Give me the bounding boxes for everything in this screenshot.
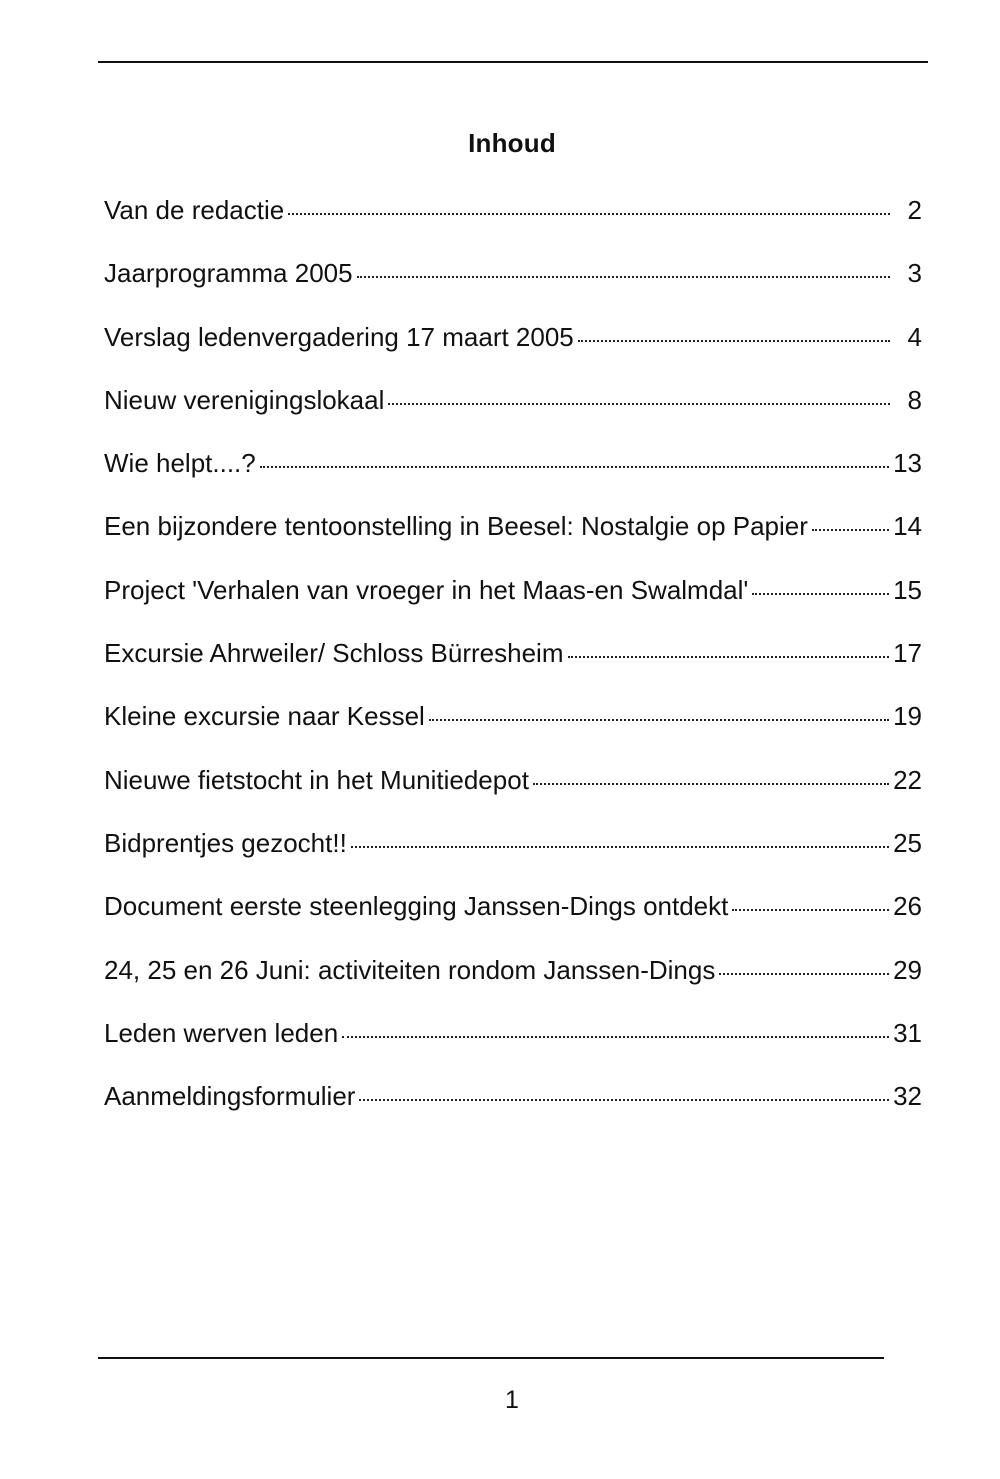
dot-leader [260,440,889,468]
toc-entry-page: 15 [893,574,922,605]
toc-entry[interactable] [104,317,922,380]
toc-entry-title: Van de redactie [104,195,285,225]
toc-entry-page: 19 [893,701,922,732]
toc-entry-page: 3 [907,258,922,289]
toc-entry-title: Aanmeldingsformulier [104,1081,356,1112]
dot-leader [533,757,889,785]
toc-entry-title: Verslag ledenvergadering 17 maart 2005 [104,321,574,352]
toc-entry-page: 8 [907,384,922,415]
dot-leader [578,314,890,342]
dot-leader [812,503,889,531]
toc-entry-page: 25 [893,827,922,858]
toc-entry[interactable] [104,696,922,759]
toc-entry[interactable] [104,1076,922,1139]
dot-leader [288,187,890,215]
toc-entry-title: Document eerste steenlegging Janssen-Dings ontdekt [104,891,729,922]
toc-entry-page: 2 [907,195,922,225]
toc-entry[interactable] [104,190,922,253]
dot-leader [719,947,889,975]
toc-entry-title: Nieuwe fietstocht in het Munitiedepot [104,764,529,795]
dot-leader [357,250,890,278]
toc-entry-title: Jaarprogramma 2005 [104,258,353,289]
toc-entry-page: 13 [893,448,922,479]
toc-entry-title: Een bijzondere tentoonstelling in Beesel: Nostalgie op Papier [104,511,808,542]
toc-entry[interactable] [104,570,922,633]
toc-entry-title: Wie helpt....? [104,448,256,479]
toc-entry-title: Excursie Ahrweiler/ Schloss Bürresheim [104,638,564,669]
toc-entry[interactable] [104,253,922,316]
toc-entry-page: 22 [893,764,922,795]
toc-entry-page: 4 [907,321,922,352]
toc-entry-title: Leden werven leden [104,1017,339,1048]
page-number: 1 [505,1386,519,1414]
toc-entry[interactable] [104,950,922,1013]
toc-entry[interactable] [104,443,922,506]
toc-entry-page: 31 [893,1017,922,1048]
toc-entry[interactable] [104,1013,922,1076]
toc-entry-title: Kleine excursie naar Kessel [104,701,425,732]
toc-entry[interactable] [104,823,922,886]
toc-entry-title: Project 'Verhalen van vroeger in het Maas-en Swalmdal' [104,574,749,605]
dot-leader [752,567,889,595]
bottom-rule [98,1357,884,1359]
toc-entry-title: Bidprentjes gezocht!! [104,827,347,858]
top-rule [98,61,928,63]
page-title: Inhoud [468,128,556,158]
toc-entry-page: 29 [893,954,922,985]
toc-entry-page: 17 [893,638,922,669]
toc-entry-page: 32 [893,1081,922,1112]
toc-entry[interactable] [104,633,922,696]
toc-entry-title: 24, 25 en 26 Juni: activiteiten rondom Janssen-Dings [104,954,716,985]
dot-leader [429,693,889,721]
toc-entry-page: 14 [893,511,922,542]
dot-leader [568,630,890,658]
dot-leader [351,820,889,848]
table-of-contents [104,190,922,1139]
dot-leader [388,377,890,405]
dot-leader [359,1073,889,1101]
toc-entry[interactable] [104,506,922,569]
dot-leader [732,883,889,911]
toc-entry-title: Nieuw verenigingslokaal [104,384,385,415]
toc-entry-page: 26 [893,891,922,922]
toc-entry[interactable] [104,380,922,443]
toc-entry[interactable] [104,760,922,823]
toc-entry[interactable] [104,886,922,949]
dot-leader [342,1010,889,1038]
